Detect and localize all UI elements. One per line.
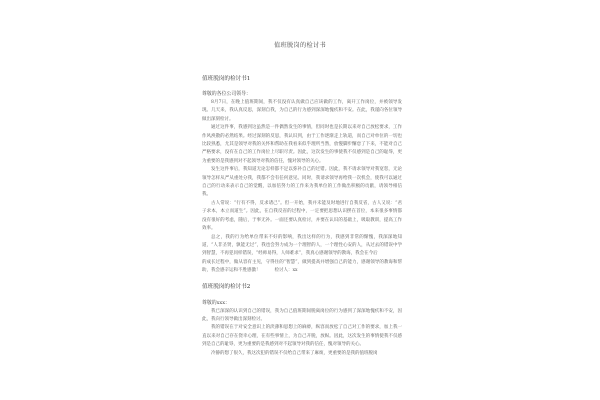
paragraph: 古人常说：“行有不得，反求诸己”。但一开始，我并未能及时地进行自我反省，古人又说：“君子求本，本立而道生”。因此，在自我反省的过程中，一定要把思想认识摆在首位，本来很多事情都没有很好的考虑，随后，于事无补。一面还要认真检讨，并要在认识的基础上，吸取教训，提高工作效率。 [202, 200, 402, 232]
document-title: 值班脱岗的检讨书 [274, 42, 326, 49]
document-body [202, 70, 402, 358]
paragraph: 通过这件事，我感到这虽然是一件偶然发生的事情，但同时也是长期以来对自己放松要求，工作作风涣散的必然结果。经过深刻的反思，我认识到，由于工作逐渐走上轨道，而自己对单位的一切也比较熟悉，尤其是领导对我的关怀和帮助在我看来似乎理所当然，放慢脚步懈怠了下来，不能对自己严格要求，没有在自己的工作岗位上尽职尽责。因此，这次发生的事使我不仅感到是自己的耻辱，更为重要的是我感到对不起领导对我的信任，愧对领导的关心。 [202, 125, 402, 164]
paragraph: 我已深深的认识到自己的错误，我为自己值班期间脱离岗位的行为感到了深深地愧疚和不安，因此，我向行领导做出深刻检讨。 [202, 308, 402, 322]
section-1 [202, 74, 402, 276]
section-heading: 值班脱岗的检讨书2 [202, 283, 251, 290]
paragraph: 我的错误在于对安全意识上的淡薄和思想上的麻痹，纵容而放松了自己对工作的要求，加上我一直以来对自己存在侥幸心理，在有些事情上，为自己开脱，放纵。因此，这次发生的事情使我不仅感到是自己的耻辱，更为重要的是我感到对不起领导对我的信任，愧对领导的关心。 [202, 325, 402, 348]
salutation: 尊敬的各位公司领导： [202, 91, 251, 97]
paragraph: 总之，我的行为给单位带来不好的影响，我出这样的行为，我感到非常的惭愧，我深深地知道，“人非圣贤，孰能无过”，我也会努力成为一个理智的人，一个理性心安的人，从过去的错误中学到智慧，不再犯同样错误，“经师易得，人师难求”，我真心感谢领导的教诲，我会在今后 [202, 234, 402, 257]
paragraph: 发生这件事后，我知道无论怎样都不足以弥补自己的过错。因此，我不请求领导对我宽恕，无论领导怎样从严从重处分我，我都不会有任何意见。同时，我请求领导再给我一次机会，使我可以通过自己的行动来表示自己的觉醒，以加倍努力的工作来为我单位的工作做出积极的贡献，请领导相信我。 [202, 167, 402, 198]
paragraph: 8月7日，在晚上值班期间，我不仅没有认真做自己应该做的工作，离开工作岗位，并被领导发现。几天来，我认真反思，深刻自我，为自己的行为感到深深地愧疚和不安。在此，我谨向各位领导做出深刻检讨。 [202, 100, 402, 122]
closing-text: 的成长过程中，做从容有主见，守得住的“智慧”，做到提高并增强自己的能力，感谢领导的教诲和帮助，我会感辛运和不胜感激！ [202, 259, 402, 274]
paragraph: 冷静的想了很久，我这次犯的错误不仅给自己带来了麻烦，更重要的是我的值班脱岗 [211, 350, 378, 356]
section-2 [202, 282, 402, 358]
signature: 检讨人：xx [274, 268, 298, 274]
section-heading: 值班脱岗的检讨书1 [202, 76, 251, 82]
salutation: 尊敬的xxx： [202, 299, 230, 306]
closing-paragraph [202, 259, 402, 276]
